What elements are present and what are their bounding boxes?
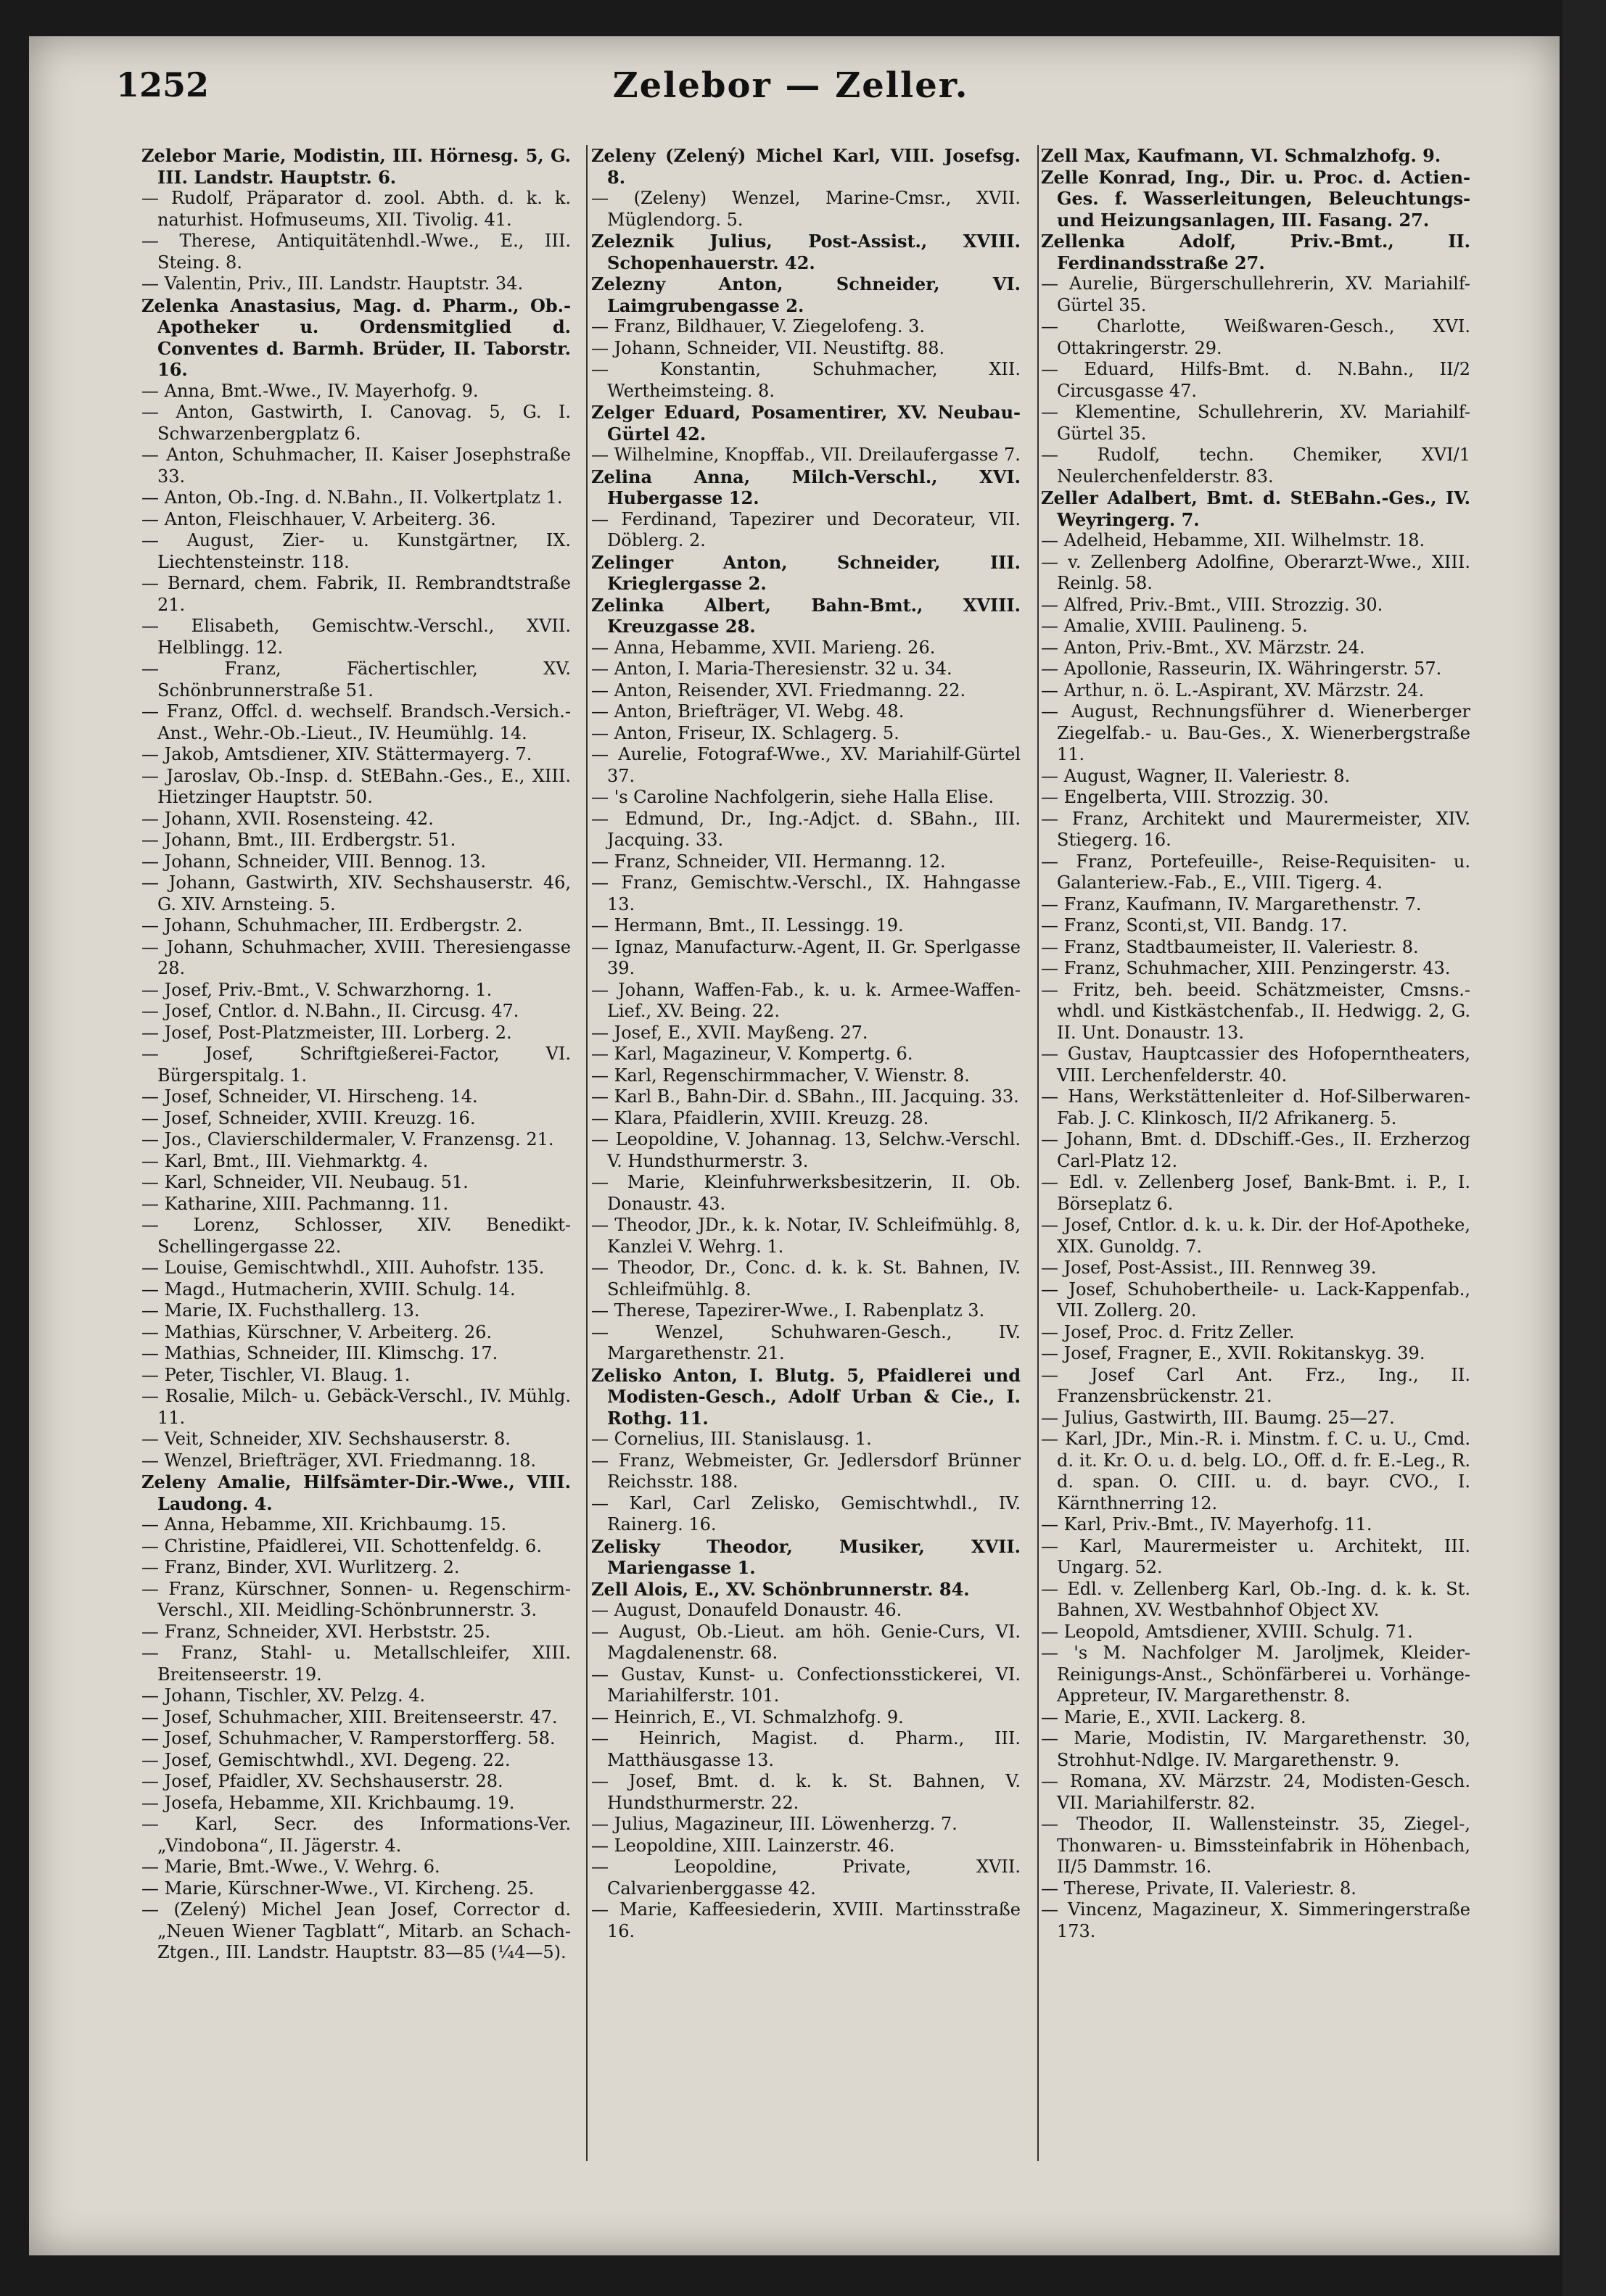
directory-entry: — Josef, Post-Platzmeister, III. Lorberg. 2. [141, 1022, 512, 1043]
directory-entry: — Franz, Schuhmacher, XIII. Penzingerstr. 43. [1041, 958, 1451, 978]
directory-entry: — August, Ob.-Lieut. am höh. Genie-Curs, VI. Magdalenenstr. 68. [591, 1621, 1021, 1663]
directory-entry: — Franz, Kürschner, Sonnen- u. Regenschirm-Verschl., XII. Meidling-Schönbrunnerstr. 3. [141, 1578, 571, 1620]
directory-entry: — Heinrich, Magist. d. Pharm., III. Matthäusgasse 13. [591, 1728, 1021, 1770]
directory-entry: — Karl, Bmt., III. Viehmarktg. 4. [141, 1150, 429, 1171]
column-1 [141, 145, 571, 2161]
directory-entry: — Karl, Maurermeister u. Architekt, III. Ungarg. 52. [1041, 1535, 1470, 1577]
directory-entry: — Leopold, Amtsdiener, XVIII. Schulg. 71. [1041, 1621, 1413, 1642]
directory-entry: — Johann, Schneider, VIII. Bennog. 13. [141, 851, 486, 872]
directory-entry: — Lorenz, Schlosser, XIV. Benedikt-Schellingergasse 22. [141, 1215, 571, 1257]
directory-entry: — Theodor, II. Wallensteinstr. 35, Ziegel-, Thonwaren- u. Bimssteinfabrik in Höhenbach, II/5 Dammstr. 16. [1041, 1814, 1470, 1877]
directory-entry: — Johann, Bmt. d. DDschiff.-Ges., II. Erzherzog Carl-Platz 12. [1041, 1129, 1470, 1171]
directory-entry: — Franz, Fächertischler, XV. Schönbrunnerstraße 51. [141, 658, 571, 701]
directory-entry: — Theodor, JDr., k. k. Notar, IV. Schleifmühlg. 8, Kanzlei V. Wehrg. 1. [591, 1215, 1021, 1257]
directory-entry: — Wenzel, Schuhwaren-Gesch., IV. Margarethenstr. 21. [591, 1321, 1021, 1363]
directory-entry: Zelenka Anastasius, Mag. d. Pharm., Ob.-Apotheker u. Ordensmitglied d. Conventes d. Barmh. Brüder, II. Taborstr. 16. [141, 294, 571, 380]
directory-entry: — Eduard, Hilfs-Bmt. d. N.Bahn., II/2 Circusgasse 47. [1041, 359, 1470, 401]
directory-entry: — 's Caroline Nachfolgerin, siehe Halla Elise. [591, 787, 995, 807]
directory-entry: — Leopoldine, XIII. Lainzerstr. 46. [591, 1835, 895, 1856]
directory-entry: Zeleny Amalie, Hilfsämter-Dir.-Wwe., VIII. Laudong. 4. [141, 1471, 571, 1514]
directory-entry: — Arthur, n. ö. L.-Aspirant, XV. Märzstr. 24. [1041, 680, 1425, 701]
directory-entry: — Josef, Post-Assist., III. Rennweg 39. [1041, 1258, 1377, 1278]
directory-entry: — Bernard, chem. Fabrik, II. Rembrandtstraße 21. [141, 573, 571, 615]
directory-entry: — August, Zier- u. Kunstgärtner, IX. Liechtensteinstr. 118. [141, 530, 571, 572]
directory-entry: — Franz, Kaufmann, IV. Margarethenstr. 7. [1041, 893, 1422, 914]
directory-entry: — Peter, Tischler, VI. Blaug. 1. [141, 1364, 411, 1385]
directory-entry: Zelezny Anton, Schneider, VI. Laimgrubengasse 2. [591, 273, 1021, 316]
directory-entry: — Josef, Bmt. d. k. k. St. Bahnen, V. Hundsthurmerstr. 22. [591, 1771, 1021, 1813]
directory-entry: — Josef, Fragner, E., XVII. Rokitanskyg. 39. [1041, 1343, 1425, 1363]
directory-entry: — Josef, Priv.-Bmt., V. Schwarzhorng. 1. [141, 979, 493, 1000]
directory-entry: — Julius, Magazineur, III. Löwenherzg. 7. [591, 1814, 958, 1834]
column-2 [591, 145, 1021, 2161]
directory-entry: — Johann, Schneider, VII. Neustiftg. 88. [591, 337, 945, 358]
running-head: Zelebor — Zeller. [612, 65, 969, 106]
directory-entry: — Josef, Schuhmacher, V. Ramperstorfferg. 58. [141, 1728, 556, 1748]
directory-entry: — Therese, Antiquitätenhdl.-Wwe., E., III. Steing. 8. [141, 231, 571, 273]
directory-entry: — Marie, Kleinfuhrwerksbesitzerin, II. Ob. Donaustr. 43. [591, 1172, 1021, 1214]
directory-entry: — Anna, Bmt.-Wwe., IV. Mayerhofg. 9. [141, 380, 479, 401]
directory-entry: — Hans, Werkstättenleiter d. Hof-Silberwaren-Fab. J. C. Klinkosch, II/2 Afrikanerg. 5. [1041, 1086, 1470, 1128]
directory-entry: — Therese, Tapezirer-Wwe., I. Rabenplatz 3. [591, 1300, 985, 1321]
directory-entry: — Ignaz, Manufacturw.-Agent, II. Gr. Sperlgasse 39. [591, 936, 1021, 978]
directory-entry: — Klara, Pfaidlerin, XVIII. Kreuzg. 28. [591, 1107, 929, 1128]
directory-entry: — Anton, Priv.-Bmt., XV. Märzstr. 24. [1041, 637, 1365, 658]
directory-entry: — Anton, Briefträger, VI. Webg. 48. [591, 701, 905, 722]
directory-entry: — Jakob, Amtsdiener, XIV. Stättermayerg. 7. [141, 744, 532, 764]
directory-entry: — Karl, Magazineur, V. Kompertg. 6. [591, 1044, 913, 1064]
directory-entry: — Katharine, XIII. Pachmanng. 11. [141, 1193, 449, 1214]
directory-entry: — Anna, Hebamme, XVII. Marieng. 26. [591, 637, 936, 658]
directory-entry: — Mathias, Kürschner, V. Arbeiterg. 26. [141, 1321, 493, 1342]
directory-entry: — (Zeleny) Wenzel, Marine-Cmsr., XVII. Müglendorg. 5. [591, 188, 1021, 230]
directory-entry: — Adelheid, Hebamme, XII. Wilhelmstr. 18. [1041, 530, 1425, 550]
directory-entry: — Josef, Schneider, XVIII. Kreuzg. 16. [141, 1107, 476, 1128]
directory-entry: — August, Wagner, II. Valeriestr. 8. [1041, 765, 1351, 786]
directory-entry: — Edl. v. Zellenberg Josef, Bank-Bmt. i. P., I. Börseplatz 6. [1041, 1172, 1470, 1214]
directory-entry: — Josef, Schuhobertheile- u. Lack-Kappenfab., VII. Zollerg. 20. [1041, 1279, 1470, 1321]
directory-entry: — v. Zellenberg Adolfine, Oberarzt-Wwe., XIII. Reinlg. 58. [1041, 551, 1470, 593]
directory-entry: — Ferdinand, Tapezirer und Decorateur, VII. Döblerg. 2. [591, 508, 1021, 550]
directory-entry: — Marie, Bmt.-Wwe., V. Wehrg. 6. [141, 1857, 440, 1877]
directory-entry: — August, Rechnungsführer d. Wienerberger Ziegelfab.- u. Bau-Ges., X. Wienerbergstraße 11. [1041, 701, 1470, 764]
directory-entry: Zelle Konrad, Ing., Dir. u. Proc. d. Actien-Ges. f. Wasserleitungen, Beleuchtungs- und Heizungsanlagen, III. Fasang. 27. [1041, 166, 1470, 231]
directory-entry: Zelinger Anton, Schneider, III. Krieglergasse 2. [591, 551, 1021, 594]
directory-entry: — Johann, Waffen-Fab., k. u. k. Armee-Waffen-Lief., XV. Being. 22. [591, 979, 1021, 1021]
directory-entry: — Karl, Priv.-Bmt., IV. Mayerhofg. 11. [1041, 1514, 1372, 1535]
directory-entry: — Marie, Kaffeesiederin, XVIII. Martinsstraße 16. [591, 1899, 1021, 1941]
directory-entry: — Josef, Schriftgießerei-Factor, VI. Bürgerspitalg. 1. [141, 1044, 571, 1086]
directory-entry: — Therese, Private, II. Valeriestr. 8. [1041, 1878, 1356, 1899]
directory-entry: — Marie, Kürschner-Wwe., VI. Kircheng. 25. [141, 1878, 535, 1899]
directory-entry: — Valentin, Priv., III. Landstr. Hauptstr. 34. [141, 273, 524, 294]
directory-entry: — Aurelie, Fotograf-Wwe., XV. Mariahilf-Gürtel 37. [591, 744, 1021, 786]
directory-entry: — Marie, E., XVII. Lackerg. 8. [1041, 1706, 1306, 1727]
directory-entry: — Rudolf, Präparator d. zool. Abth. d. k. k. naturhist. Hofmuseums, XII. Tivolig. 41. [141, 188, 571, 230]
directory-entry: — Josef, Schneider, VI. Hirscheng. 14. [141, 1086, 478, 1107]
directory-entry: — Louise, Gemischtwhdl., XIII. Auhofstr. 135. [141, 1258, 545, 1278]
directory-entry: Zeleny (Zelený) Michel Karl, VIII. Josefsg. 8. [591, 145, 1021, 188]
directory-entry: — Josef Carl Ant. Frz., Ing., II. Franzensbrückenstr. 21. [1041, 1364, 1470, 1406]
directory-entry: — Engelberta, VIII. Strozzig. 30. [1041, 787, 1329, 807]
directory-entry: — Josef, Cntlor. d. N.Bahn., II. Circusg. 47. [141, 1001, 519, 1021]
directory-entry: — Apollonie, Rasseurin, IX. Währingerstr. 57. [1041, 658, 1442, 679]
directory-entry: — Anton, Ob.-Ing. d. N.Bahn., II. Volkertplatz 1. [141, 487, 563, 508]
directory-entry: — Gustav, Kunst- u. Confectionsstickerei, VI. Mariahilferstr. 101. [591, 1664, 1021, 1706]
directory-entry: — Theodor, Dr., Conc. d. k. k. St. Bahnen, IV. Schleifmühlg. 8. [591, 1258, 1021, 1300]
directory-entry: — Aurelie, Bürgerschullehrerin, XV. Mariahilf-Gürtel 35. [1041, 273, 1470, 315]
directory-entry: — Franz, Gemischtw.-Verschl., IX. Hahngasse 13. [591, 872, 1021, 914]
directory-entry: — Heinrich, E., VI. Schmalzhofg. 9. [591, 1706, 904, 1727]
directory-entry: — Marie, Modistin, IV. Margarethenstr. 30, Strohhut-Ndlge. IV. Margarethenstr. 9. [1041, 1728, 1470, 1770]
directory-entry: — Cornelius, III. Stanislausg. 1. [591, 1429, 872, 1449]
directory-entry: Zell Alois, E., XV. Schönbrunnerstr. 84. [591, 1578, 970, 1600]
directory-entry: Zelinka Albert, Bahn-Bmt., XVIII. Kreuzgasse 28. [591, 594, 1021, 637]
directory-entry: — Jos., Clavierschildermaler, V. Franzensg. 21. [141, 1129, 554, 1149]
directory-entry: — Rosalie, Milch- u. Gebäck-Verschl., IV. Mühlg. 11. [141, 1386, 571, 1428]
directory-entry: Zelisky Theodor, Musiker, XVII. Mariengasse 1. [591, 1535, 1021, 1578]
column-3 [1041, 145, 1470, 2161]
directory-entry: — Franz, Webmeister, Gr. Jedlersdorf Brünner Reichsstr. 188. [591, 1450, 1021, 1492]
directory-entry: — Anton, Reisender, XVI. Friedmanng. 22. [591, 680, 966, 701]
directory-entry: Zelger Eduard, Posamentirer, XV. Neubau-Gürtel 42. [591, 402, 1021, 445]
directory-entry: — Edl. v. Zellenberg Karl, Ob.-Ing. d. k. k. St. Bahnen, XV. Westbahnhof Object XV. [1041, 1578, 1470, 1620]
directory-entry: — Anton, Schuhmacher, II. Kaiser Josephstraße 33. [141, 445, 571, 487]
directory-entry: — Gustav, Hauptcassier des Hofoperntheaters, VIII. Lerchenfelderstr. 40. [1041, 1044, 1470, 1086]
directory-entry: — Johann, XVII. Rosensteing. 42. [141, 808, 434, 829]
directory-entry: — Franz, Offcl. d. wechself. Brandsch.-Versich.-Anst., Wehr.-Ob.-Lieut., IV. Heumühlg. 14. [141, 701, 571, 743]
directory-entry: Zellenka Adolf, Priv.-Bmt., II. Ferdinandsstraße 27. [1041, 231, 1470, 273]
directory-entry: — Franz, Bildhauer, V. Ziegelofeng. 3. [591, 316, 925, 336]
directory-entry: — Fritz, beh. beeid. Schätzmeister, Cmsns.-whdl. und Kistkästchenfab., II. Hedwigg. 2, G. II. Unt. Donaustr. 13. [1041, 979, 1470, 1043]
directory-entry: Zelebor Marie, Modistin, III. Hörnesg. 5, G. III. Landstr. Hauptstr. 6. [141, 145, 571, 188]
directory-entry: — Alfred, Priv.-Bmt., VIII. Strozzig. 30. [1041, 594, 1383, 615]
directory-entry: — Johann, Gastwirth, XIV. Sechshauserstr. 46, G. XIV. Arnsteing. 5. [141, 872, 571, 914]
directory-entry: Zell Max, Kaufmann, VI. Schmalzhofg. 9. [1041, 145, 1441, 166]
page-number: 1252 [116, 65, 210, 104]
directory-entry: — Wilhelmine, Knopffab., VII. Dreilaufergasse 7. [591, 445, 1021, 465]
directory-entry: — August, Donaufeld Donaustr. 46. [591, 1600, 902, 1620]
directory-entry: — Hermann, Bmt., II. Lessingg. 19. [591, 915, 904, 936]
directory-entry: — Josef, Cntlor. d. k. u. k. Dir. der Hof-Apotheke, XIX. Gunoldg. 7. [1041, 1215, 1470, 1257]
page-header [116, 65, 1465, 123]
directory-entry: — Mathias, Schneider, III. Klimschg. 17. [141, 1343, 498, 1363]
directory-entry: — Anton, Gastwirth, I. Canovag. 5, G. I. Schwarzenbergplatz 6. [141, 402, 571, 444]
directory-entry: — Franz, Stadtbaumeister, II. Valeriestr. 8. [1041, 936, 1419, 957]
directory-entry: Zelisko Anton, I. Blutg. 5, Pfaidlerei und Modisten-Gesch., Adolf Urban & Cie., I. Rothg. 11. [591, 1364, 1021, 1429]
directory-entry: — Josef, Gemischtwhdl., XVI. Degeng. 22. [141, 1749, 511, 1770]
directory-entry: — Veit, Schneider, XIV. Sechshauserstr. 8. [141, 1429, 511, 1449]
directory-entry: — Rudolf, techn. Chemiker, XVI/1 Neulerchenfelderstr. 83. [1041, 445, 1470, 487]
directory-entry: — Franz, Schneider, VII. Hermanng. 12. [591, 851, 946, 872]
directory-entry: — Josef, Schuhmacher, XIII. Breitenseerstr. 47. [141, 1706, 558, 1727]
directory-entry: — Karl, Regenschirmmacher, V. Wienstr. 8. [591, 1065, 970, 1086]
directory-entry: — Josef, E., XVII. Mayßeng. 27. [591, 1022, 868, 1043]
directory-entry: — Johann, Bmt., III. Erdbergstr. 51. [141, 830, 456, 850]
directory-entry: — Christine, Pfaidlerei, VII. Schottenfeldg. 6. [141, 1535, 542, 1556]
directory-entry: — Karl B., Bahn-Dir. d. SBahn., III. Jacquing. 33. [591, 1086, 1019, 1107]
directory-entry: — Johann, Schuhmacher, III. Erdbergstr. 2. [141, 915, 523, 936]
directory-entry: Zeleznik Julius, Post-Assist., XVIII. Schopenhauerstr. 42. [591, 231, 1021, 273]
directory-entry: — (Zelený) Michel Jean Josef, Corrector d. „Neuen Wiener Tagblatt“, Mitarb. an Schach-Ztgen., III. Landstr. Hauptstr. 83—85 (¼4—5). [141, 1899, 571, 1962]
directory-entry: — Konstantin, Schuhmacher, XII. Wertheimsteing. 8. [591, 359, 1021, 401]
directory-entry: — Josefa, Hebamme, XII. Krichbaumg. 19. [141, 1792, 515, 1813]
directory-entry: — Julius, Gastwirth, III. Baumg. 25—27. [1041, 1407, 1395, 1428]
directory-entry: — Karl, JDr., Min.-R. i. Minstm. f. C. u. U., Cmd. d. it. Kr. O. u. d. belg. LO., Off. d. fr. E.-Leg., R. d. span. O. CIII. u. d. bayr. CVO., I. Kärnthnerring 12. [1041, 1429, 1470, 1514]
directory-entry: — Johann, Schuhmacher, XVIII. Theresiengasse 28. [141, 936, 571, 978]
directory-entry: — Jaroslav, Ob.-Insp. d. StEBahn.-Ges., E., XIII. Hietzinger Hauptstr. 50. [141, 765, 571, 807]
directory-entry: Zelina Anna, Milch-Verschl., XVI. Hubergasse 12. [591, 466, 1021, 508]
directory-entry: — Franz, Binder, XVI. Wurlitzerg. 2. [141, 1557, 460, 1577]
directory-entry: — Wenzel, Briefträger, XVI. Friedmanng. 18. [141, 1450, 537, 1471]
directory-entry: — Franz, Stahl- u. Metallschleifer, XIII. Breitenseerstr. 19. [141, 1643, 571, 1685]
directory-columns [141, 145, 1470, 2161]
directory-entry: — Franz, Schneider, XVI. Herbststr. 25. [141, 1621, 491, 1642]
directory-entry: — Anna, Hebamme, XII. Krichbaumg. 15. [141, 1514, 507, 1535]
directory-entry: — Franz, Architekt und Maurermeister, XIV. Stiegerg. 16. [1041, 808, 1470, 850]
directory-entry: — Marie, IX. Fuchsthallerg. 13. [141, 1300, 420, 1321]
directory-entry: — Karl, Schneider, VII. Neubaug. 51. [141, 1172, 469, 1192]
directory-entry: — Charlotte, Weißwaren-Gesch., XVI. Ottakringerstr. 29. [1041, 316, 1470, 358]
directory-entry: — Vincenz, Magazineur, X. Simmeringerstraße 173. [1041, 1899, 1470, 1941]
directory-entry: — Johann, Tischler, XV. Pelzg. 4. [141, 1685, 426, 1706]
directory-entry: — Anton, Fleischhauer, V. Arbeiterg. 36. [141, 508, 496, 529]
directory-entry: — 's M. Nachfolger M. Jaroljmek, Kleider-Reinigungs-Anst., Schönfärberei u. Vorhänge-Appreteur, IV. Margarethenstr. 8. [1041, 1643, 1470, 1706]
directory-entry: — Anton, I. Maria-Theresienstr. 32 u. 34. [591, 658, 952, 679]
directory-entry: Zeller Adalbert, Bmt. d. StEBahn.-Ges., IV. Weyringerg. 7. [1041, 487, 1470, 530]
directory-entry: — Klementine, Schullehrerin, XV. Mariahilf-Gürtel 35. [1041, 402, 1470, 444]
scan-edge [1562, 0, 1606, 2296]
directory-entry: — Romana, XV. Märzstr. 24, Modisten-Gesch. VII. Mariahilferstr. 82. [1041, 1771, 1470, 1813]
directory-entry: — Anton, Friseur, IX. Schlagerg. 5. [591, 722, 899, 743]
directory-entry: — Magd., Hutmacherin, XVIII. Schulg. 14. [141, 1279, 516, 1300]
directory-entry: — Josef, Proc. d. Fritz Zeller. [1041, 1321, 1295, 1342]
directory-entry: — Elisabeth, Gemischtw.-Verschl., XVII. Helblingg. 12. [141, 616, 571, 658]
directory-entry: — Leopoldine, Private, XVII. Calvarienberggasse 42. [591, 1857, 1021, 1899]
directory-entry: — Franz, Sconti,st, VII. Bandg. 17. [1041, 915, 1348, 936]
directory-entry: — Karl, Carl Zelisko, Gemischtwhdl., IV. Rainerg. 16. [591, 1492, 1021, 1535]
directory-entry: — Amalie, XVIII. Paulineng. 5. [1041, 616, 1308, 636]
directory-entry: — Karl, Secr. des Informations-Ver. „Vindobona“, II. Jägerstr. 4. [141, 1814, 571, 1856]
directory-entry: — Edmund, Dr., Ing.-Adjct. d. SBahn., III. Jacquing. 33. [591, 808, 1021, 850]
directory-entry: — Leopoldine, V. Johannag. 13, Selchw.-Verschl. V. Hundsthurmerstr. 3. [591, 1129, 1021, 1171]
directory-entry: — Franz, Portefeuille-, Reise-Requisiten- u. Galanteriew.-Fab., E., VIII. Tigerg. 4. [1041, 851, 1470, 893]
directory-entry: — Josef, Pfaidler, XV. Sechshauserstr. 28. [141, 1771, 503, 1791]
